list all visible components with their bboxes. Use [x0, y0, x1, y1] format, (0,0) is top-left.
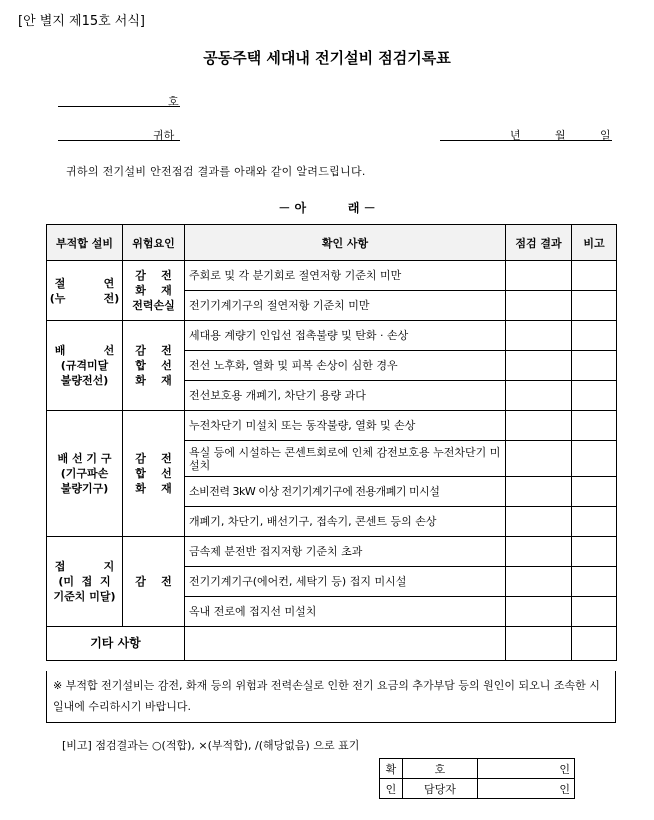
result-cell[interactable]	[506, 441, 572, 477]
risk-wiring: 감 전 합 선 화 재	[123, 321, 185, 411]
result-cell[interactable]	[506, 381, 572, 411]
table-row	[47, 261, 617, 291]
result-cell[interactable]	[506, 507, 572, 537]
table-row	[47, 537, 617, 567]
remark-cell[interactable]	[572, 261, 617, 291]
date-day: 일	[600, 129, 611, 142]
other-content[interactable]	[185, 627, 506, 661]
check-item: 금속제 분전반 접지저항 기준치 초과	[185, 537, 506, 567]
check-item: 주회로 및 각 분기회로 절연저항 기준치 미만	[185, 261, 506, 291]
remark-cell[interactable]	[572, 597, 617, 627]
section-heading: － 아 래 －	[278, 201, 376, 215]
risk-insulation: 감 전 화 재 전력손실	[123, 261, 185, 321]
remark-cell[interactable]	[572, 441, 617, 477]
date-year: 년	[510, 129, 521, 142]
remark-cell[interactable]	[572, 477, 617, 507]
category-wiring-devices: 배 선 기 구 (기구파손 불량기구)	[47, 411, 123, 537]
other-remark[interactable]	[572, 627, 617, 661]
address-underline[interactable]	[58, 106, 180, 107]
header-equipment: 부적합 설비	[47, 225, 123, 261]
result-cell[interactable]	[506, 597, 572, 627]
sign-label-staff: 담당자	[403, 779, 478, 799]
check-item: 옥내 전로에 접지선 미설치	[185, 597, 506, 627]
remark-cell[interactable]	[572, 537, 617, 567]
check-item: 소비전력 3kW 이상 전기기계기구에 전용개폐기 미시설	[185, 477, 506, 507]
sign-field-unit[interactable]	[478, 759, 575, 779]
header-result: 점검 결과	[506, 225, 572, 261]
remark-cell[interactable]	[572, 291, 617, 321]
check-item: 세대용 계량기 인입선 접촉불량 및 탄화 · 손상	[185, 321, 506, 351]
confirm-label: 확	[380, 759, 403, 779]
form-label: [안 별지 제15호 서식]	[18, 14, 145, 29]
remark-cell[interactable]	[572, 381, 617, 411]
check-item: 전선 노후화, 열화 및 피복 손상이 심한 경우	[185, 351, 506, 381]
check-item: 누전차단기 미설치 또는 동작불량, 열화 및 손상	[185, 411, 506, 441]
category-grounding: 접 지 (미 접 지 기준치 미달)	[47, 537, 123, 627]
check-item: 욕실 등에 시설하는 콘센트회로에 인체 감전보호용 누전차단기 미설치	[185, 441, 506, 477]
risk-grounding: 감 전	[123, 537, 185, 627]
remark-cell[interactable]	[572, 567, 617, 597]
check-item: 전기기계기구의 절연저항 기준치 미만	[185, 291, 506, 321]
sign-field-staff[interactable]	[478, 779, 575, 799]
result-cell[interactable]	[506, 567, 572, 597]
result-cell[interactable]	[506, 477, 572, 507]
other-row	[47, 627, 617, 661]
risk-wiring-devices: 감 전 합 선 화 재	[123, 411, 185, 537]
recipient-suffix: 귀하	[153, 129, 175, 142]
result-cell[interactable]	[506, 411, 572, 441]
remark-cell[interactable]	[572, 351, 617, 381]
header-check-item: 확인 사항	[185, 225, 506, 261]
result-cell[interactable]	[506, 321, 572, 351]
address-suffix: 호	[168, 95, 179, 108]
check-item: 전선보호용 개폐기, 차단기 용량 과다	[185, 381, 506, 411]
check-item: 전기기계기구(에어컨, 세탁기 등) 접지 미시설	[185, 567, 506, 597]
date-month: 월	[555, 129, 566, 142]
intro-text: 귀하의 전기설비 안전점검 결과를 아래와 같이 알려드립니다.	[66, 165, 366, 178]
seal-mark: 인	[559, 782, 570, 796]
header-risk: 위험요인	[123, 225, 185, 261]
inspection-table	[46, 224, 617, 661]
document-title: 공동주택 세대내 전기설비 점검기록표	[203, 49, 451, 67]
confirmation-box	[379, 758, 575, 799]
category-insulation: 절 연 (누 전)	[47, 261, 123, 321]
other-label: 기타 사항	[47, 627, 185, 661]
remark-cell[interactable]	[572, 321, 617, 351]
sign-label-unit: 호	[403, 759, 478, 779]
result-cell[interactable]	[506, 537, 572, 567]
other-result[interactable]	[506, 627, 572, 661]
seal-mark: 인	[559, 762, 570, 776]
result-cell[interactable]	[506, 261, 572, 291]
table-row	[47, 411, 617, 441]
remark-legend: [비고] 점검결과는 ○(적합), ×(부적합), /(해당없음) 으로 표기	[62, 739, 360, 752]
check-item: 개폐기, 차단기, 배선기구, 접속기, 콘센트 등의 손상	[185, 507, 506, 537]
table-row	[47, 321, 617, 351]
header-remark: 비고	[572, 225, 617, 261]
result-cell[interactable]	[506, 351, 572, 381]
remark-cell[interactable]	[572, 411, 617, 441]
notice-text: ※ 부적합 전기설비는 감전, 화재 등의 위험과 전력손실로 인한 전기 요금의 추가부담 등의 원인이 되오니 조속한 시일내에 수리하시기 바랍니다.	[46, 671, 616, 723]
result-cell[interactable]	[506, 291, 572, 321]
remark-cell[interactable]	[572, 507, 617, 537]
category-wiring: 배 선 (규격미달 불량전선)	[47, 321, 123, 411]
date-underline[interactable]	[440, 140, 612, 141]
header-row	[47, 225, 617, 261]
confirm-label: 인	[380, 779, 403, 799]
